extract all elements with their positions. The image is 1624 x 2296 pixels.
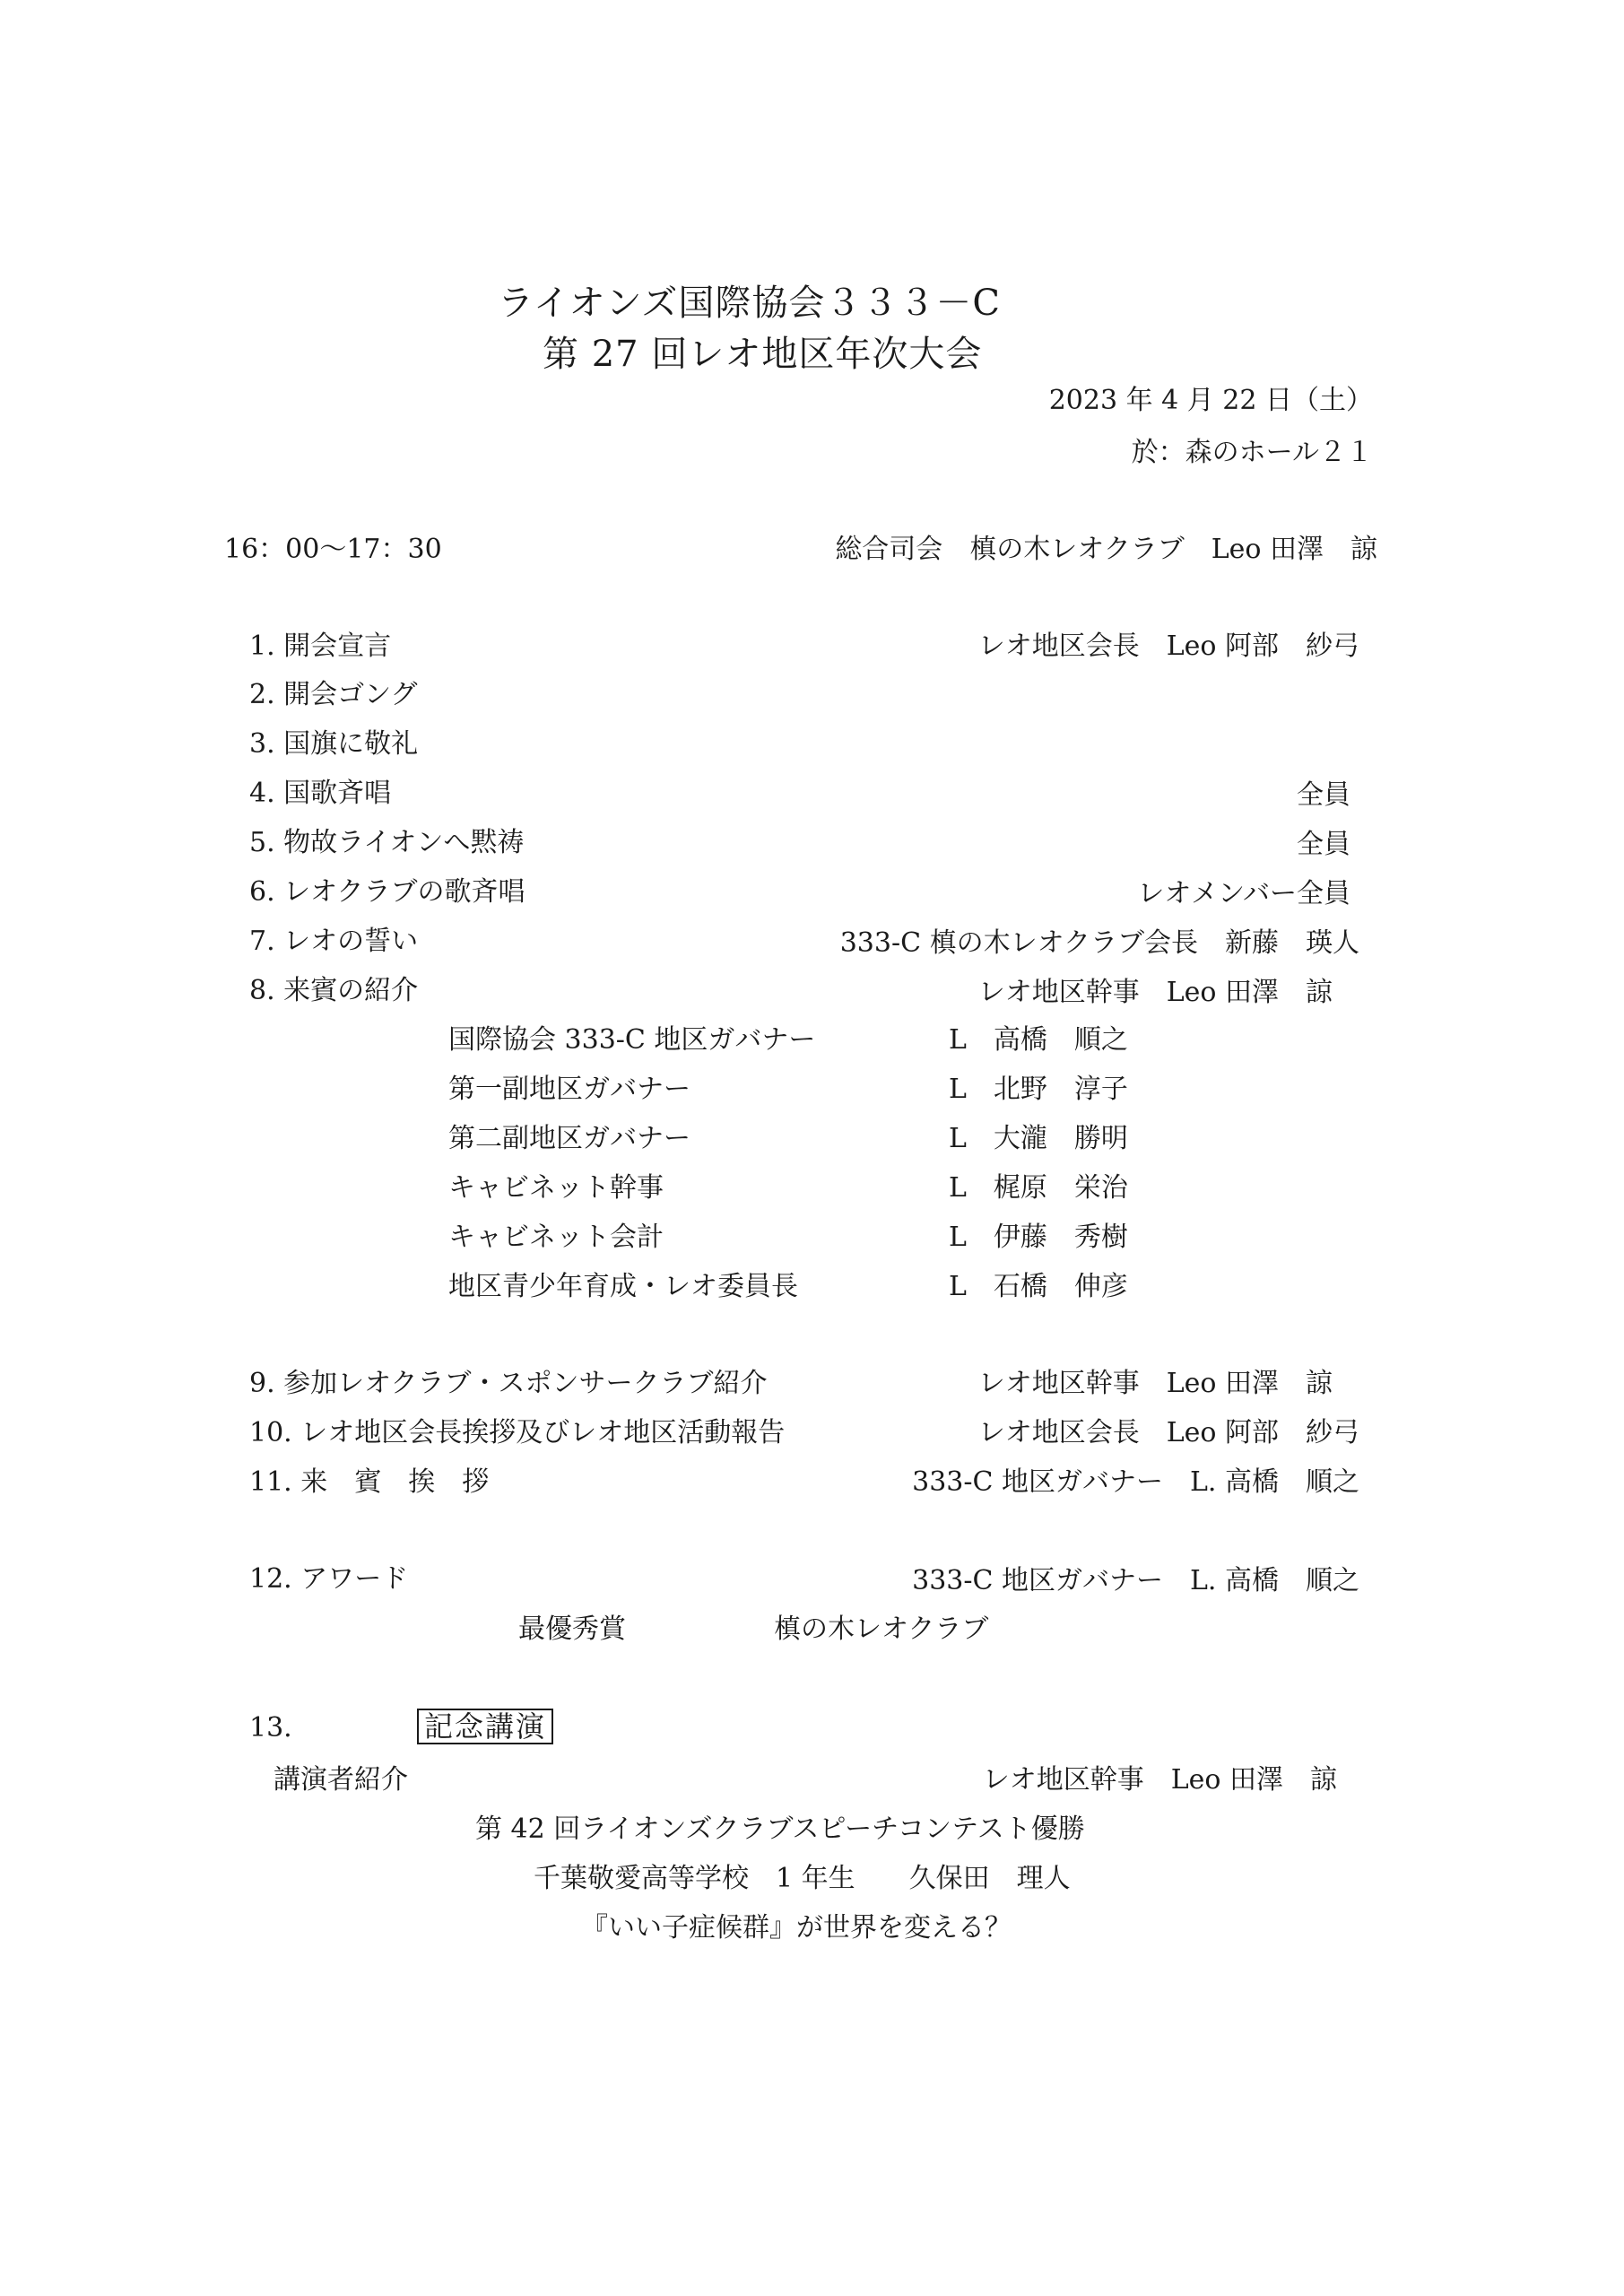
- program-item-person: 333-C 槙の木レオクラブ会長 新藤 瑛人: [839, 927, 1359, 959]
- program-item-label: 9. 参加レオクラブ・スポンサークラブ紹介: [249, 1368, 768, 1399]
- session-mc: 総合司会 槙の木レオクラブ Leo 田澤 諒: [835, 534, 1377, 565]
- program-item-person: レオ地区会長 Leo 阿部 紗弓: [977, 1417, 1359, 1448]
- guest-name: L 大瀧 勝明: [949, 1123, 1128, 1154]
- program-item-label: 2. 開会ゴング: [249, 679, 418, 710]
- program-item-label: 5. 物故ライオンへ黙祷: [249, 827, 525, 858]
- award-prize: 最優秀賞: [518, 1613, 626, 1645]
- guest-name: L 石橋 伸彦: [949, 1271, 1128, 1302]
- lecture-intro-person: レオ地区幹事 Leo 田澤 諒: [982, 1764, 1337, 1796]
- program-item-label: 10. レオ地区会長挨拶及びレオ地区活動報告: [249, 1417, 786, 1448]
- lecture-speaker-award: 第 42 回ライオンズクラブスピーチコンテスト優勝: [475, 1813, 1085, 1845]
- program-item-person: レオ地区幹事 Leo 田澤 諒: [977, 1368, 1333, 1399]
- lecture-title: 『いい子症候群』が世界を変える？: [581, 1912, 1012, 1944]
- program-item-label: 4. 国歌斉唱: [249, 778, 392, 809]
- guest-name: L 梶原 栄治: [949, 1172, 1128, 1204]
- program-item-person: 全員: [1297, 829, 1350, 860]
- program-item-person: レオ地区幹事 Leo 田澤 諒: [977, 977, 1333, 1008]
- title-line-2: 第 27 回レオ地区年次大会: [543, 334, 983, 375]
- guest-role: 第一副地区ガバナー: [448, 1074, 690, 1105]
- program-item-person: レオメンバー全員: [1137, 878, 1350, 909]
- guest-role: 地区青少年育成・レオ委員長: [448, 1271, 798, 1302]
- lecture-intro-label: 講演者紹介: [274, 1764, 408, 1796]
- program-item-person: 全員: [1297, 779, 1350, 811]
- program-item-person: レオ地区会長 Leo 阿部 紗弓: [977, 631, 1359, 662]
- title-line-1: ライオンズ国際協会３３３－C: [498, 283, 1002, 324]
- guest-name: L 北野 淳子: [949, 1074, 1128, 1105]
- guest-role: 国際協会 333-C 地区ガバナー: [448, 1024, 816, 1056]
- event-venue: 於：森のホール２１: [1131, 437, 1373, 468]
- event-date: 2023 年 4 月 22 日（土）: [1048, 385, 1373, 416]
- program-item-label: 8. 来賓の紹介: [249, 975, 419, 1006]
- guest-role: キャビネット幹事: [448, 1172, 664, 1204]
- lecture-speaker: 千葉敬愛高等学校 1 年生 久保田 理人: [534, 1863, 1071, 1894]
- program-item-label: 1. 開会宣言: [249, 631, 392, 662]
- award-label: 12. アワード: [249, 1563, 409, 1595]
- award-winner: 槙の木レオクラブ: [774, 1613, 989, 1645]
- lecture-heading: 記念講演: [417, 1709, 553, 1744]
- guest-role: キャビネット会計: [448, 1222, 664, 1253]
- guest-name: L 伊藤 秀樹: [949, 1222, 1128, 1253]
- lecture-number: 13.: [249, 1712, 292, 1744]
- program-item-label: 6. レオクラブの歌斉唱: [249, 876, 525, 908]
- session-time: 16：00～17：30: [224, 534, 442, 565]
- program-item-label: 3. 国旗に敬礼: [249, 728, 419, 760]
- guest-role: 第二副地区ガバナー: [448, 1123, 690, 1154]
- program-item-label: 7. レオの誓い: [249, 926, 419, 957]
- award-presenter: 333-C 地区ガバナー L. 高橋 順之: [912, 1565, 1359, 1596]
- program-item-label: 11. 来 賓 挨 拶: [249, 1466, 490, 1498]
- guest-name: L 高橋 順之: [949, 1024, 1128, 1056]
- program-item-person: 333-C 地区ガバナー L. 高橋 順之: [912, 1466, 1359, 1498]
